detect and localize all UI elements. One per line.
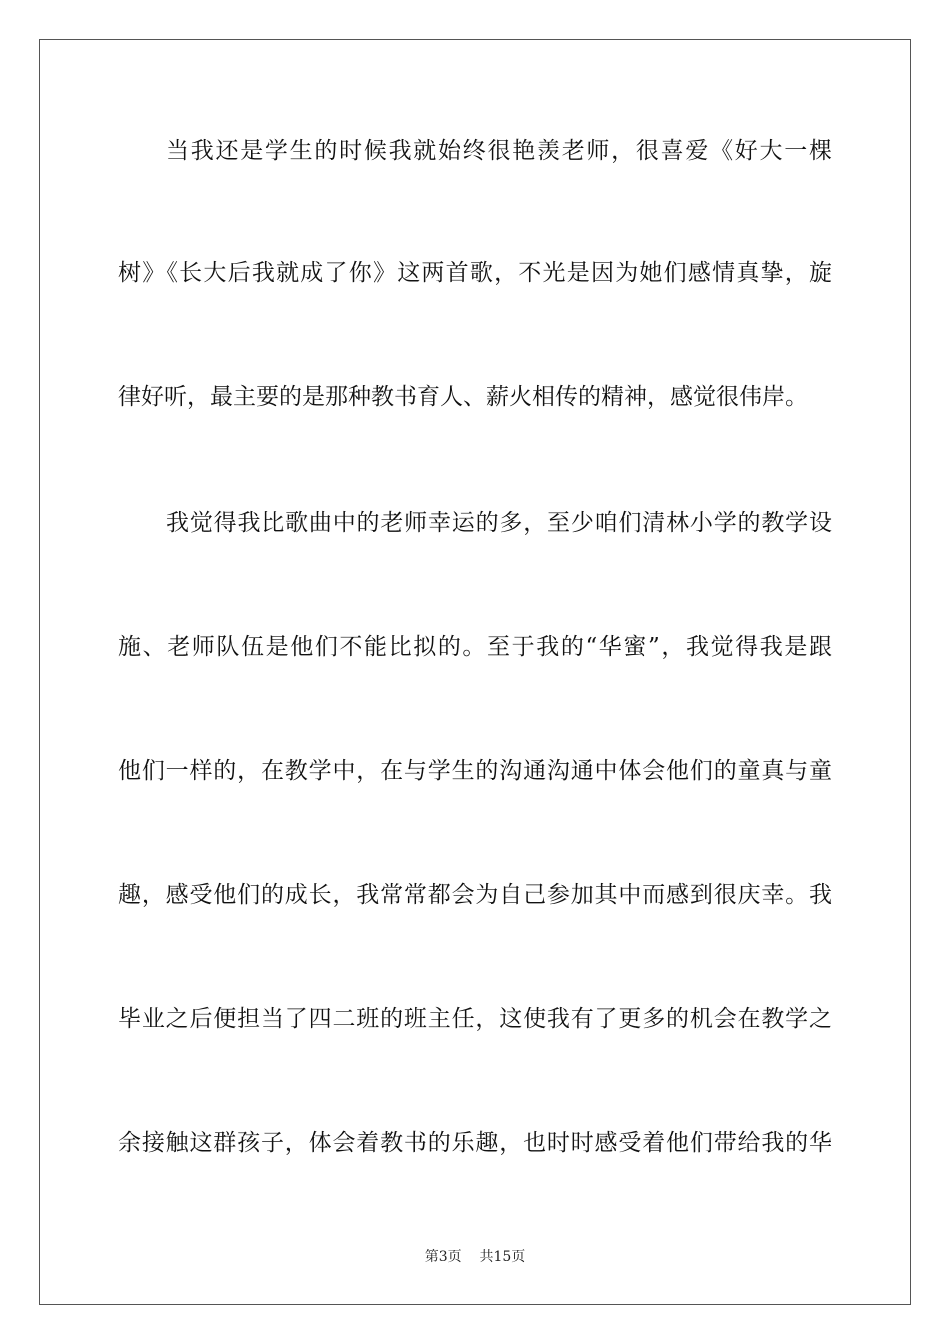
paragraph-2-line-3: 他们一样的，在教学中，在与学生的沟通沟通中体会他们的童真与童 — [118, 758, 832, 784]
page-number: 第3页 — [424, 1249, 462, 1265]
paragraph-1-line-3: 律好听，最主要的是那种教书育人、薪火相传的精神，感觉很伟岸。 — [118, 384, 808, 410]
paragraph-2-line-1: 我觉得我比歌曲中的老师幸运的多，至少咱们清林小学的教学设 — [166, 510, 832, 536]
paragraph-2-line-4: 趣，感受他们的成长，我常常都会为自己参加其中而感到很庆幸。我 — [118, 882, 832, 908]
page-frame — [39, 39, 911, 1305]
paragraph-1-line-1: 当我还是学生的时候我就始终很艳羡老师，很喜爱《好大一棵 — [166, 138, 832, 164]
paragraph-1-line-2: 树》《长大后我就成了你》这两首歌，不光是因为她们感情真挚，旋 — [118, 260, 832, 286]
paragraph-2-line-2: 施、老师队伍是他们不能比拟的。至于我的“华蜜”，我觉得我是跟 — [118, 634, 832, 660]
page-total: 共15页 — [479, 1249, 526, 1265]
paragraph-2-line-5: 毕业之后便担当了四二班的班主任，这使我有了更多的机会在教学之 — [118, 1006, 832, 1032]
page-footer — [0, 1248, 950, 1266]
paragraph-2-line-6: 余接触这群孩子，体会着教书的乐趣，也时时感受着他们带给我的华 — [118, 1130, 832, 1156]
